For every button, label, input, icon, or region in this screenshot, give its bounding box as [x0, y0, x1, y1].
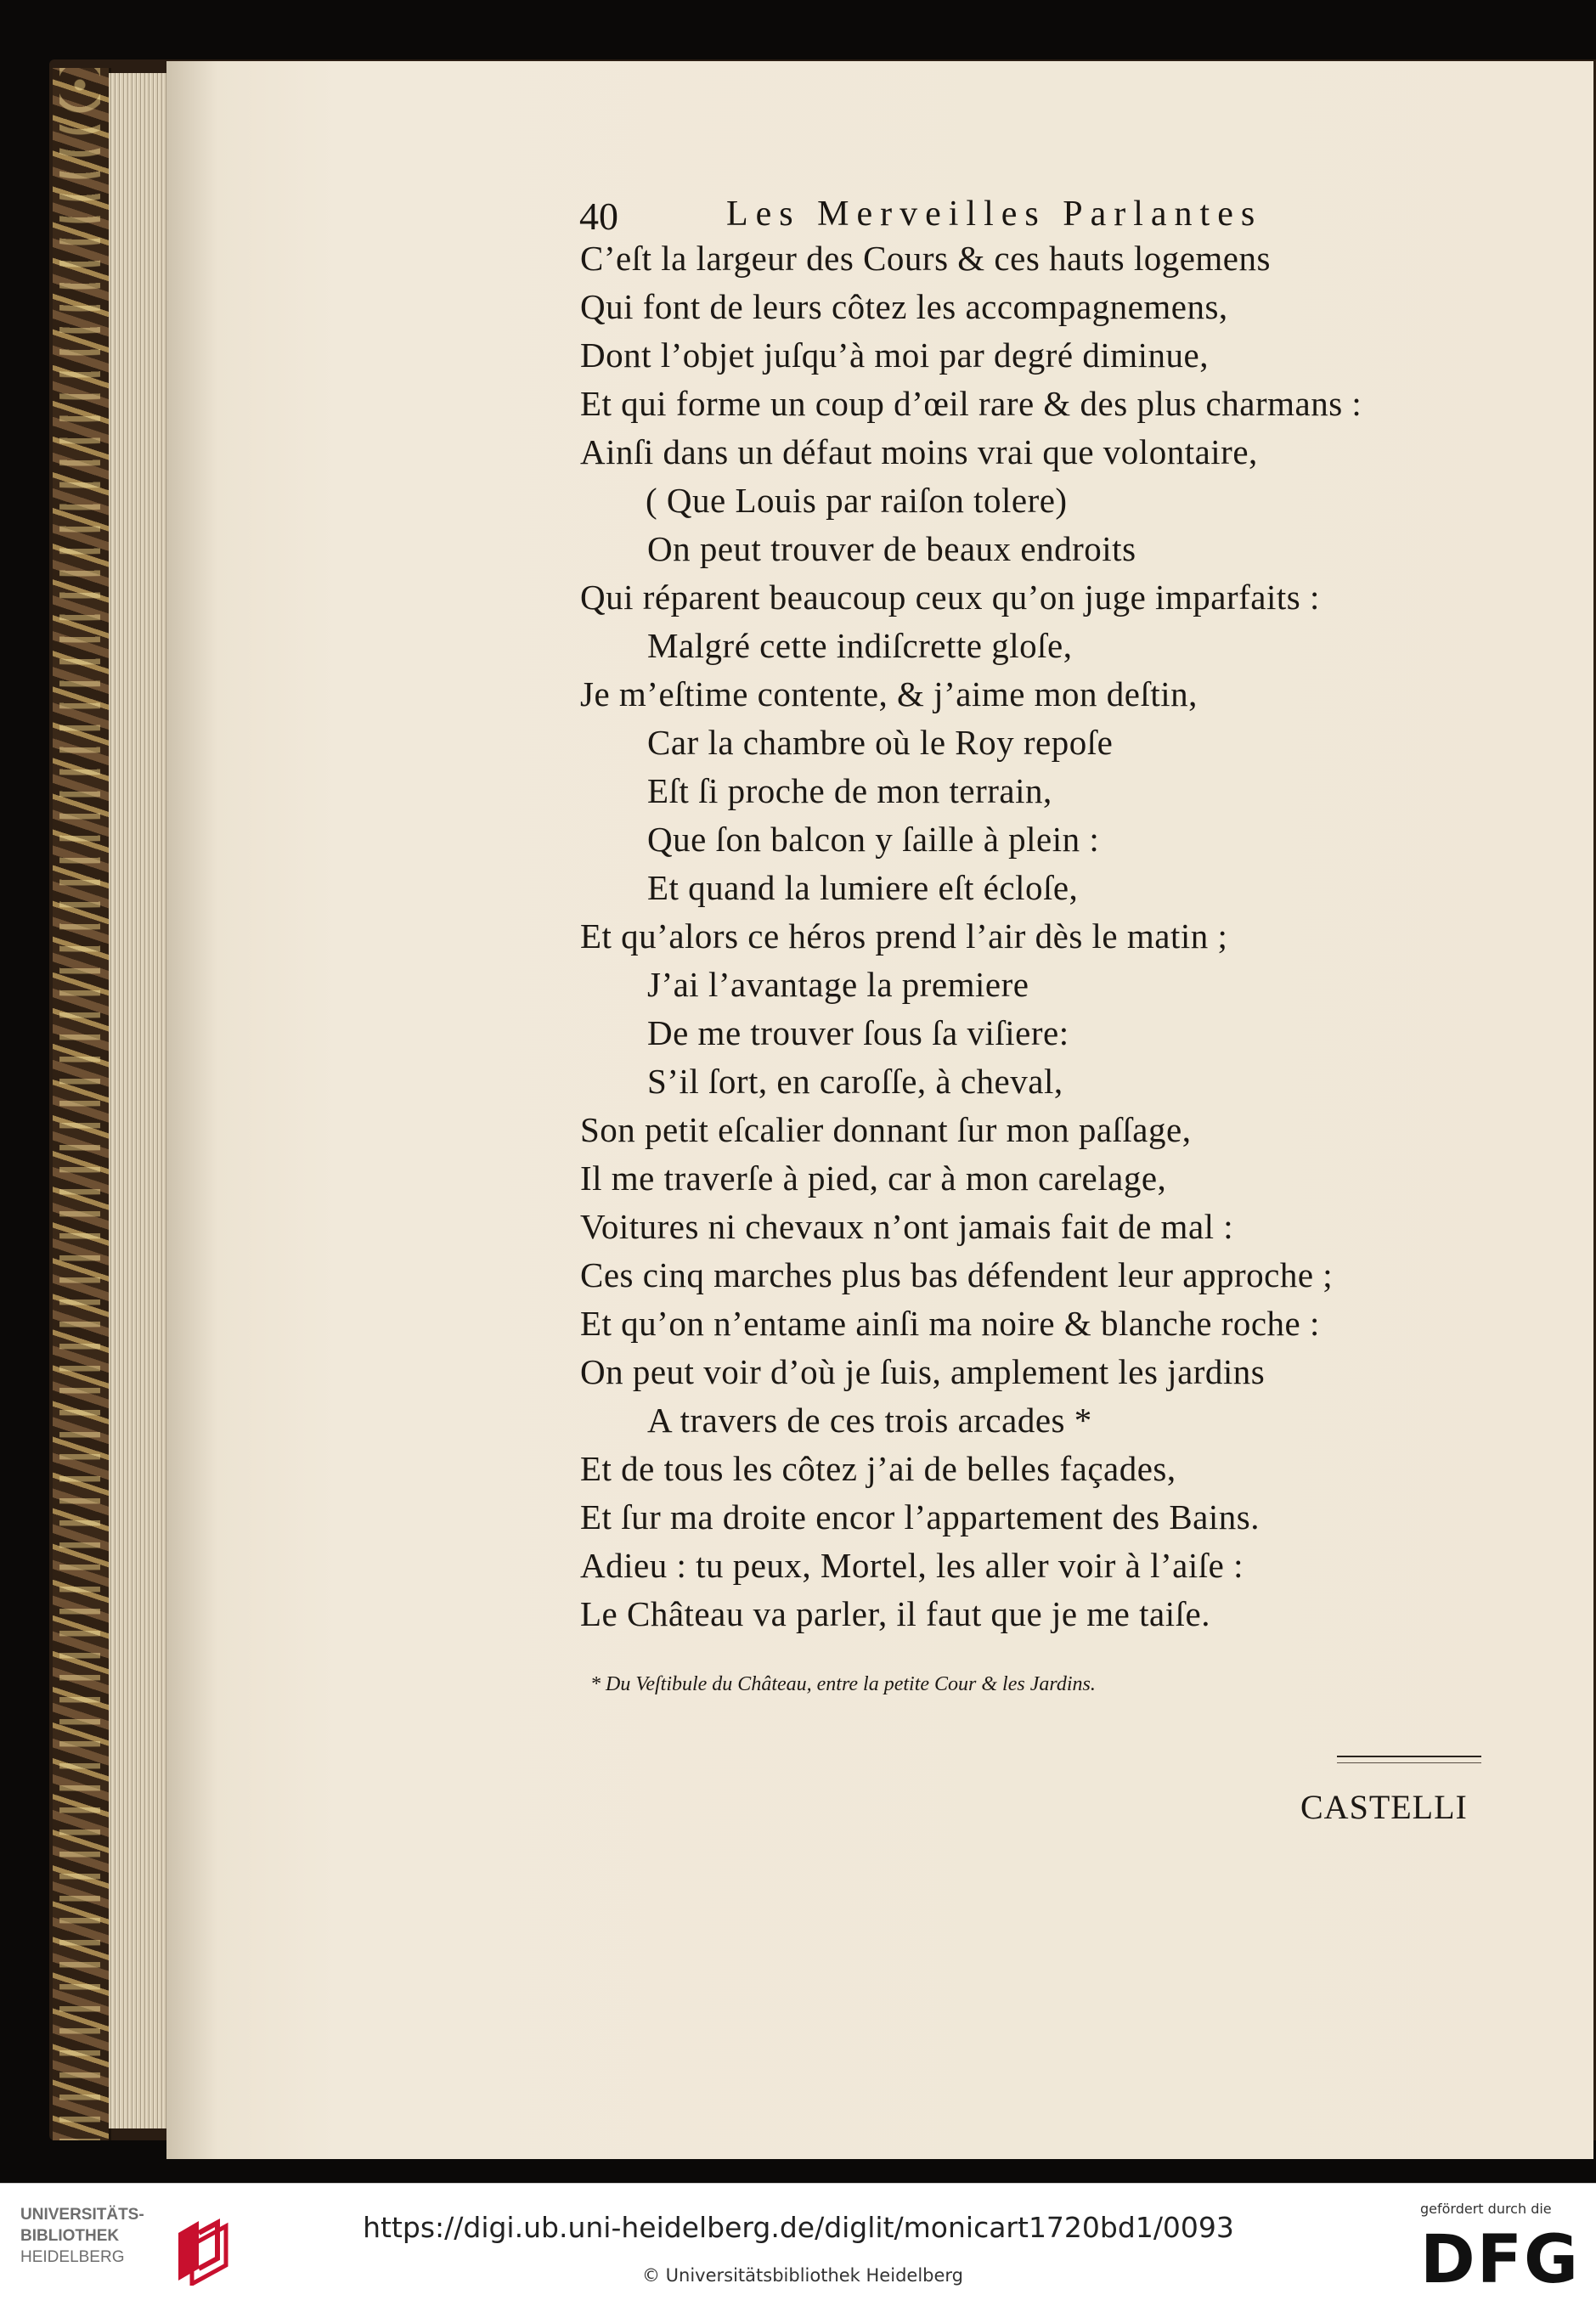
verse-line: J’ai l’avantage la premiere: [647, 965, 1029, 1004]
page-edges: [109, 73, 173, 2128]
verse-line: Eſt ſi proche de mon terrain,: [647, 771, 1052, 810]
library-mark-icon: [173, 2214, 233, 2286]
verse-line: Le Château va parler, il faut que je me taiſe.: [580, 1594, 1210, 1633]
verse-line: Et qu’on n’entame ainſi ma noire & blanche roche :: [580, 1304, 1320, 1343]
verse-line: Et qui forme un coup d’œil rare & des plus charmans :: [580, 384, 1362, 423]
verse-line: Et de tous les côtez j’ai de belles façades,: [580, 1449, 1176, 1488]
running-title: Les Merveilles Parlantes: [726, 195, 1263, 234]
viewer-footer: [0, 2183, 1596, 2306]
verse-line: On peut voir d’où je ſuis, amplement les jardins: [580, 1352, 1266, 1391]
footnote: * Du Veſtibule du Château, entre la petite Cour & les Jardins.: [590, 1673, 1096, 1695]
verse-line: Ces cinq marches plus bas défendent leur approche ;: [580, 1255, 1334, 1294]
verse-line: Qui réparent beaucoup ceux qu’on juge imparfaits :: [580, 578, 1320, 617]
verse-line: Je m’eſtime contente, & j’aime mon deſtin,: [580, 674, 1198, 713]
verse-line: Qui font de leurs côtez les accompagnemens,: [580, 287, 1228, 326]
verse-line: Il me traverſe à pied, car à mon carelage,: [580, 1159, 1167, 1198]
verse-line: Son petit eſcalier donnant ſur mon paſſage,: [580, 1110, 1192, 1149]
verse-line: A travers de ces trois arcades *: [647, 1401, 1092, 1440]
verse-line: Ainſi dans un défaut moins vrai que volontaire,: [580, 432, 1258, 471]
verse-line: C’eſt la largeur des Cours & ces hauts logemens: [580, 239, 1271, 278]
permalink-url[interactable]: https://digi.ub.uni-heidelberg.de/diglit/monicart1720bd1/0093: [363, 2211, 1234, 2244]
verse-line: Et ſur ma droite encor l’appartement des Bains.: [580, 1497, 1260, 1536]
verse-line: S’il ſort, en caroſſe, à cheval,: [647, 1062, 1063, 1101]
verse-line: Dont l’objet juſqu’à moi par degré diminue,: [580, 335, 1209, 375]
funding-label: gefördert durch die: [1420, 2201, 1552, 2217]
verse-line: Et quand la lumiere eſt écloſe,: [647, 868, 1079, 907]
copyright-notice: © Universitätsbibliothek Heidelberg: [641, 2265, 963, 2286]
verse-line: Et qu’alors ce héros prend l’air dès le matin ;: [580, 916, 1228, 956]
verse-line: ( Que Louis par raiſon tolere): [646, 481, 1068, 520]
library-name-line3: HEIDELBERG: [20, 2248, 125, 2266]
verse-line: On peut trouver de beaux endroits: [647, 529, 1136, 568]
verse-line: Adieu : tu peux, Mortel, les aller voir à l’aiſe :: [580, 1546, 1244, 1585]
verse-line: De me trouver ſous ſa viſiere:: [647, 1013, 1069, 1052]
catchword: CASTELLI: [1300, 1788, 1468, 1826]
library-logo[interactable]: [20, 2204, 173, 2289]
ornamental-rule: [1337, 1756, 1481, 1763]
verse-line: Car la chambre où le Roy repoſe: [647, 723, 1114, 762]
library-name-line1: UNIVERSITÄTS-: [20, 2206, 144, 2224]
verse-line: Voitures ni chevaux n’ont jamais fait de mal :: [580, 1207, 1234, 1246]
dfg-logo[interactable]: [1420, 2221, 1582, 2292]
gilt-ornament: [59, 68, 100, 2140]
dfg-logo-text: DFG: [1420, 2222, 1581, 2292]
verse-line: Que ſon balcon y ſaille à plein :: [647, 820, 1100, 859]
page-number: 40: [579, 195, 618, 238]
library-name-line2: BIBLIOTHEK: [20, 2227, 120, 2245]
verse-line: Malgré cette indiſcrette gloſe,: [647, 626, 1073, 665]
